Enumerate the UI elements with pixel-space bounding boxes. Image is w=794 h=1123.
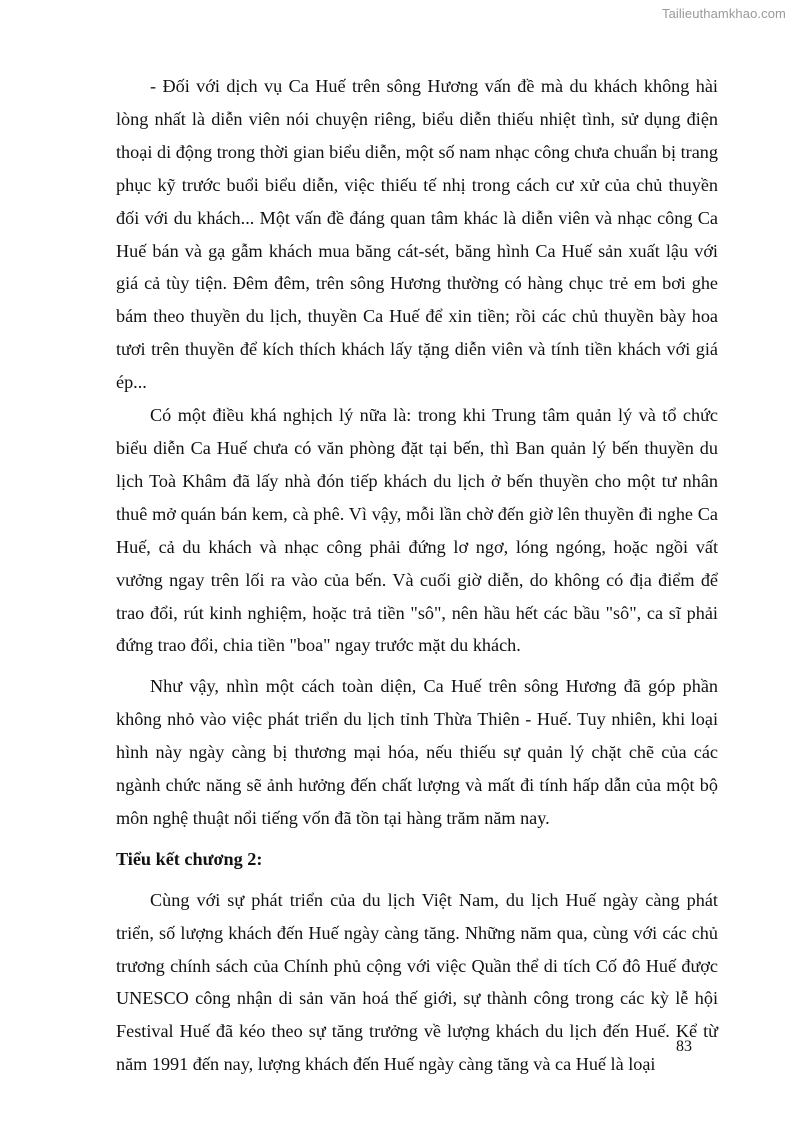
- paragraph-chapter-summary: Cùng với sự phát triển của du lịch Việt Nam, du lịch Huế ngày càng phát triển, số lượng khách đến Huế ngày càng tăng. Những năm qua, cùng với các chủ trương chính sách của Chính phủ cộng với việc Quần thể di tích Cố đô Huế được UNESCO công nhận di sản văn hoá thế giới, sự thành công trong các kỳ lễ hội Festival Huế đã kéo theo sự tăng trưởng về lượng khách du lịch đến Huế. Kể từ năm 1991 đến nay, lượng khách đến Huế ngày càng tăng và ca Huế là loại: [116, 889, 718, 1075]
- paragraph-wharf-paradox: Có một điều khá nghịch lý nữa là: trong khi Trung tâm quản lý và tổ chức biểu diễn Ca Huế chưa có văn phòng đặt tại bến, thì Ban quản lý bến thuyền du lịch Toà Khâm đã lấy nhà đón tiếp khách du lịch ở bến thuyền cho một tư nhân thuê mở quán bán kem, cà phê. Vì vậy, mỗi lần chờ đến giờ lên thuyền đi nghe Ca Huế, cả du khách và nhạc công phải đứng lơ ngơ, lóng ngóng, hoặc ngồi vất vưởng ngay trên lối ra vào của bến. Và cuối giờ diễn, do không có địa điểm để trao đổi, rút kinh nghiệm, hoặc trả tiền "sô", nên hầu hết các bầu "sô", ca sĩ phải đứng trao đổi, chia tiền "boa" ngay trước mặt du khách.: [116, 405, 718, 656]
- page-number: 83: [676, 1038, 692, 1055]
- document-body: [116, 70, 718, 1081]
- section-heading: Tiểu kết chương 2:: [116, 848, 263, 869]
- paragraph-service-complaints: - Đối với dịch vụ Ca Huế trên sông Hương vấn đề mà du khách không hài lòng nhất là diễn viên nói chuyện riêng, biểu diễn thiếu nhiệt tình, sử dụng điện thoại di động trong thời gian biểu diễn, một số nam nhạc công chưa chuẩn bị trang phục kỹ trước buổi biểu diễn, việc thiếu tế nhị trong cách cư xử của chủ thuyền đối với du khách... Một vấn đề đáng quan tâm khác là diễn viên và nhạc công Ca Huế bán và gạ gẫm khách mua băng cát-sét, băng hình Ca Huế sản xuất lậu với giá cả tùy tiện. Đêm đêm, trên sông Hương thường có hàng chục trẻ em bơi ghe bám theo thuyền du lịch, thuyền Ca Huế để xin tiền; rồi các chủ thuyền bày hoa tươi trên thuyền để kích thích khách lấy tặng diễn viên và tính tiền khách với giá ép...: [116, 76, 718, 393]
- watermark: Tailieuthamkhao.com: [661, 6, 786, 21]
- paragraph-overall-assessment: Như vậy, nhìn một cách toàn diện, Ca Huế trên sông Hương đã góp phần không nhỏ vào việc phát triển du lịch tỉnh Thừa Thiên - Huế. Tuy nhiên, khi loại hình này ngày càng bị thương mại hóa, nếu thiếu sự quản lý chặt chẽ của các ngành chức năng sẽ ảnh hưởng đến chất lượng và mất đi tính hấp dẫn của một bộ môn nghệ thuật nổi tiếng vốn đã tồn tại hàng trăm năm nay.: [116, 676, 718, 828]
